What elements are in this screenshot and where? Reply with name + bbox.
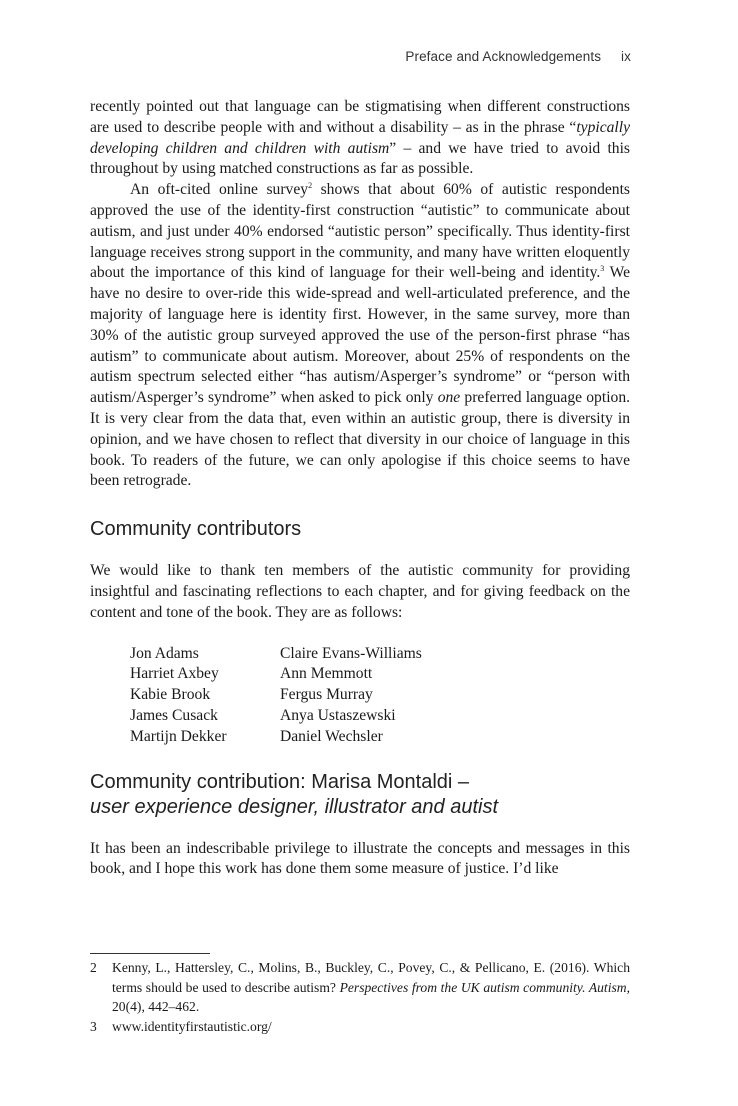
paragraph-survey	[90, 180, 630, 492]
footnote-divider	[90, 953, 210, 954]
contributor-name: Ann Memmott	[280, 665, 373, 683]
contributor-name: Daniel Wechsler	[280, 727, 383, 745]
page-number: ix	[621, 49, 631, 64]
paragraph-community-intro: We would like to thank ten members of the autistic community for providing insightful and fascinating reflections to each chapter, and for giving feedback on the content and tone of the book. They are as follows:	[90, 562, 630, 621]
contributor-name: Anya Ustaszewski	[280, 706, 396, 724]
footnote-number: 3	[90, 1018, 97, 1034]
contributor-name: Martijn Dekker	[130, 727, 227, 745]
contributor-name: Fergus Murray	[280, 686, 373, 704]
footnote-text	[112, 958, 630, 1017]
footnote-link[interactable]: www.identityfirstautistic.org/	[112, 1018, 272, 1034]
footnote-marker[interactable]: 3	[600, 264, 605, 274]
running-title: Preface and Acknowledgements	[405, 49, 602, 64]
contributor-name: James Cusack	[130, 706, 218, 724]
running-head	[405, 49, 631, 64]
contributor-name: Jon Adams	[130, 644, 199, 662]
paragraph-continued	[90, 97, 630, 180]
contributors-list	[130, 644, 630, 748]
contributor-name: Kabie Brook	[130, 686, 211, 704]
heading-subtitle: user experience designer, illustrator and autist	[90, 795, 499, 818]
footnote-number: 2	[90, 960, 97, 975]
footnote-marker[interactable]: 2	[308, 181, 313, 191]
text-run: Kenny, L., Hattersley, C., Molins, B., Buckley, C., Povey, C., & Pellicano, E. (2016). Which terms should be used to describe autism?	[112, 960, 630, 995]
text-run: preferred language option. It is very clear from the data that, even within an autistic group, there is diversity in opinion, and we have chosen to reflect that diversity in our choice of language in this book. To readers of the future, we can only apologise if this choice seems to have been retrograde.	[90, 389, 631, 490]
footnote	[90, 1017, 630, 1037]
italic-word: one	[437, 389, 461, 407]
paragraph-contribution: It has been an indescribable privilege to illustrate the concepts and messages in this book, and I hope this work has done them some measure of justice. I’d like	[90, 839, 630, 878]
contributor-name: Harriet Axbey	[130, 665, 219, 683]
italic-title: Perspectives from the UK autism community. Autism	[339, 979, 627, 995]
contributor-name: Claire Evans-Williams	[280, 644, 422, 662]
main-text	[90, 97, 630, 880]
text-run: An oft-cited online survey	[130, 181, 309, 199]
text-run: ” – and we have tried to avoid this throughout by using matched constructions as far as possible.	[90, 139, 630, 178]
text-run: We have no desire to over-ride this wide-spread and well-articulated preference, and the majority of language here is identity first. However, in the same survey, more than 30% of the autistic group surveyed approved the use of the person-first phrase “has autism” to communicate about autism. Moreover, about 25% of respondents on the autism spectrum selected either “has autism/Asperger’s syndrome” or “person with autism/Asperger’s syndrome” when asked to pick only	[90, 264, 630, 407]
footnote	[90, 958, 630, 1017]
text-run: , 20(4), 442–462.	[112, 979, 630, 1014]
footnotes	[90, 958, 630, 1036]
text-run: shows that about 60% of autistic respondents approved the use of the identity-first construction “autistic” to communicate about autism, and just under 40% endorsed “autistic person” specifically. Thus identity-first language receives strong support in the community, and many have written eloquently about the importance of this kind of language for their well-being and identity.	[90, 181, 630, 282]
section-heading-community-contributors: Community contributors	[90, 518, 302, 541]
heading-main: Community contribution: Marisa Montaldi –	[90, 770, 470, 793]
text-run: recently pointed out that language can be stigmatising when different constructions are used to describe people with and without a disability – as in the phrase “	[90, 98, 630, 136]
section-heading-community-contribution	[90, 770, 630, 820]
italic-phrase: typically developing children and children with autism	[90, 118, 630, 157]
